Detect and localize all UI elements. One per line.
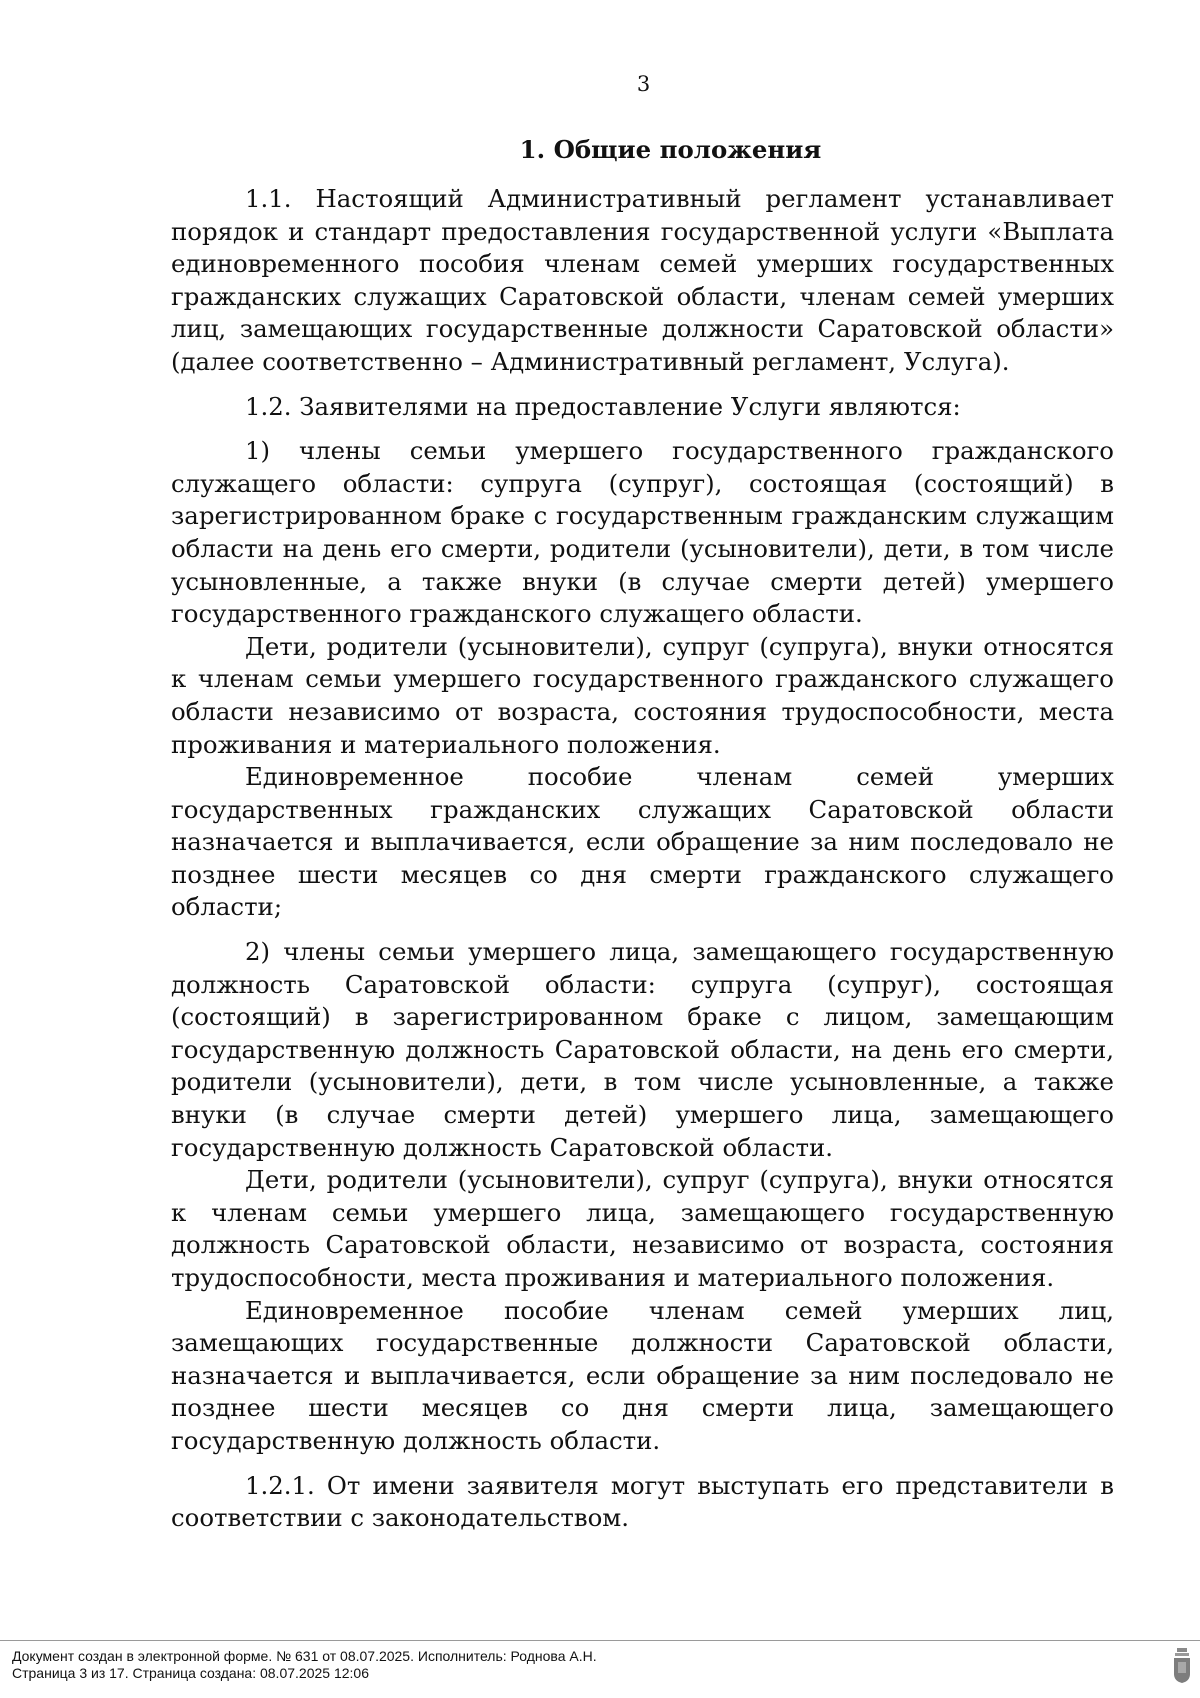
footer-page-info: Страница 3 из 17. Страница создана: 08.07.2025 12:06 <box>12 1665 369 1681</box>
paragraph-item-2-allowance: Единовременное пособие членам семей умерших лиц, замещающих государственные должности Саратовской области, назначается и выплачивается, если обращение за ним последовало не позднее шести месяцев со дня смерти лица, замещающего государственную должность области. <box>171 1295 1114 1455</box>
paragraph-1-2-1: 1.2.1. От имени заявителя могут выступать его представители в соответствии с законодательством. <box>171 1470 1114 1533</box>
document-footer <box>12 1648 597 1682</box>
paragraph-1-1: 1.1. Настоящий Административный регламент устанавливает порядок и стандарт предоставления государственной услуги «Выплата единовременного пособия членам семей умерших государственных гражданских служащих Саратовской области, членам семей умерших лиц, замещающих государственные должности Саратовской области» (далее соответственно – Административный регламент, Услуга). <box>171 184 1114 376</box>
paragraph-item-1-allowance: Единовременное пособие членам семей умерших государственных гражданских служащих Саратовской области назначается и выплачивается, если обращение за ним последовало не позднее шести месяцев со дня смерти гражданского служащего области; <box>171 762 1114 922</box>
paragraph-item-2: 2) члены семьи умершего лица, замещающего государственную должность Саратовской области: супруга (супруг), состоящая (состоящий) в зарегистрированном браке с лицом, замещающим государственную должность Саратовской области, на день его смерти, родители (усыновители), дети, в том числе усыновленные, а также внуки (в случае смерти детей) умершего лица, замещающего государственную должность Саратовской области. <box>171 937 1114 1162</box>
page-number: 3 <box>636 72 651 96</box>
paragraph-item-1-relatives: Дети, родители (усыновители), супруг (супруга), внуки относятся к членам семьи умершего государственного гражданского служащего области независимо от возраста, состояния трудоспособности, места проживания и материального положения. <box>171 631 1114 759</box>
paragraph-item-1: 1) члены семьи умершего государственного гражданского служащего области: супруга (супруг), состоящая (состоящий) в зарегистрированном браке с государственным гражданским служащим области на день его смерти, родители (усыновители), дети, в том числе усыновленные, а также внуки (в случае смерти детей) умершего государственного гражданского служащего области. <box>171 436 1114 629</box>
footer-divider <box>0 1640 1200 1641</box>
document-body <box>171 133 1114 1535</box>
coat-of-arms-icon <box>1172 1646 1192 1684</box>
section-title: 1. Общие положения <box>519 135 822 164</box>
footer-document-info: Документ создан в электронной форме. № 631 от 08.07.2025. Исполнитель: Роднова А.Н. <box>12 1648 597 1664</box>
paragraph-item-2-relatives: Дети, родители (усыновители), супруг (супруга), внуки относятся к членам семьи умершего лица, замещающего государственную должность Саратовской области, независимо от возраста, состояния трудоспособности, места проживания и материального положения. <box>171 1165 1114 1292</box>
paragraph-1-2: 1.2. Заявителями на предоставление Услуги являются: <box>245 391 961 421</box>
